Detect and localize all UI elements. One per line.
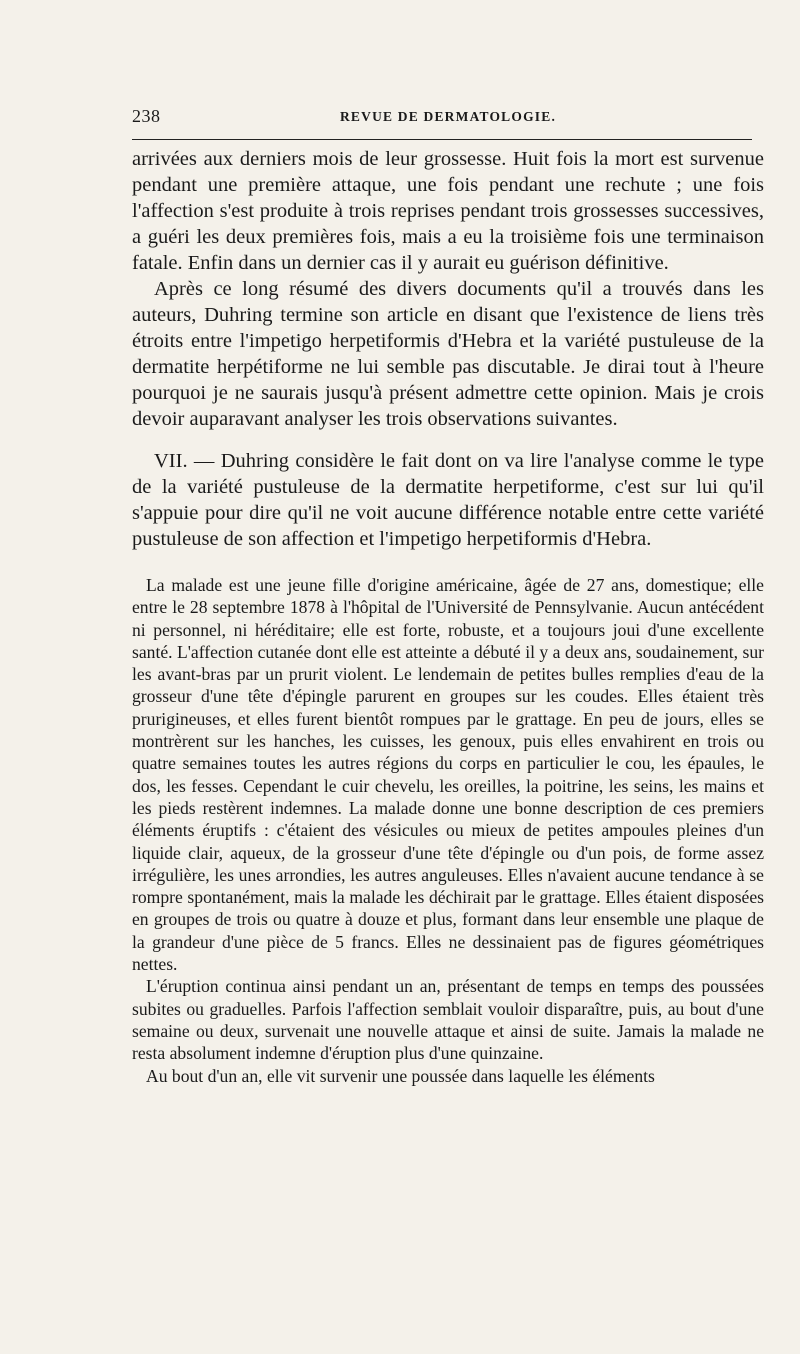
page-header [132,106,764,128]
page-number: 238 [132,106,161,126]
paragraph: arrivées aux derniers mois de leur grossesse. Huit fois la mort est survenue pendant une première attaque, une fois pendant une rechute ; une fois l'affection s'est produite à trois reprises pendant trois grossesses successives, a guéri les deux premières fois, mais a eu la troisième fois une terminaison fatale. Enfin dans un dernier cas il y aurait eu guérison définitive. [132,148,764,274]
paragraph: L'éruption continua ainsi pendant un an, présentant de temps en temps des poussées subites ou graduelles. Parfois l'affection semblait vouloir disparaître, puis, au bout d'une semaine ou deux, survenait une nouvelle attaque et ainsi de suite. Jamais la malade ne resta absolument indemne d'éruption plus d'une quinzaine. [132,976,764,1064]
observation-text [132,574,764,1087]
paragraph: Après ce long résumé des divers documents qu'il a trouvés dans les auteurs, Duhring termine son article en disant que l'existence de liens très étroits entre l'impetigo herpetiformis d'Hebra et la variété pustuleuse de la dermatite herpétiforme ne lui semble pas discutable. Je dirai tout à l'heure pourquoi je ne saurais jusqu'à présent admettre cette opinion. Mais je crois devoir auparavant analyser les trois observations suivantes. [132,278,764,430]
document-page [132,0,764,1354]
paragraph: Au bout d'un an, elle vit survenir une poussée dans laquelle les éléments [146,1065,655,1086]
body-text [132,146,764,1087]
header-rule [132,139,752,140]
main-text [132,146,764,552]
paragraph: La malade est une jeune fille d'origine américaine, âgée de 27 ans, domestique; elle entre le 28 septembre 1878 à l'hôpital de l'Université de Pennsylvanie. Aucun antécédent ni personnel, ni héréditaire; elle est forte, robuste, et a toujours joui d'une excellente santé. L'affection cutanée dont elle est atteinte a débuté il y a deux ans, soudainement, sur les avant-bras par un prurit violent. Le lendemain de petites bulles remplies d'eau de la grosseur d'une tête d'épingle parurent en groupes sur les coudes. Elles étaient très prurigineuses, et elles furent bientôt rompues par le grattage. En peu de jours, elles se montrèrent sur les hanches, les cuisses, les genoux, puis elles envahirent en trois ou quatre semaines toutes les autres régions du corps en particulier le cou, les épaules, le dos, les fesses. Cependant le cuir chevelu, les oreilles, la poitrine, les seins, les mains et les pieds restèrent indemnes. La malade donne une bonne description de ces premiers éléments éruptifs : c'étaient des vésicules ou mieux de petites ampoules pleines d'un liquide clair, aqueux, de la grosseur d'une tête d'épingle ou d'un pois, de forme assez irrégulière, les unes arrondies, les autres anguleuses. Elles n'avaient aucune tendance à se rompre spontanément, mais la malade les déchirait par le grattage. Elles étaient disposées en groupes de trois ou quatre à douze et plus, formant dans leur ensemble une plaque de la grandeur d'une pièce de 5 francs. Elles ne dessinaient pas de figures géométriques nettes. [132,575,764,975]
running-head: REVUE DE DERMATOLOGIE. [339,109,557,124]
paragraph: VII. — Duhring considère le fait dont on va lire l'analyse comme le type de la variété pustuleuse de la dermatite herpetiforme, c'est sur lui qu'il s'appuie pour dire qu'il ne voit aucune différence notable entre cette variété pustuleuse de son affection et l'impetigo herpetiformis d'Hebra. [132,450,764,550]
